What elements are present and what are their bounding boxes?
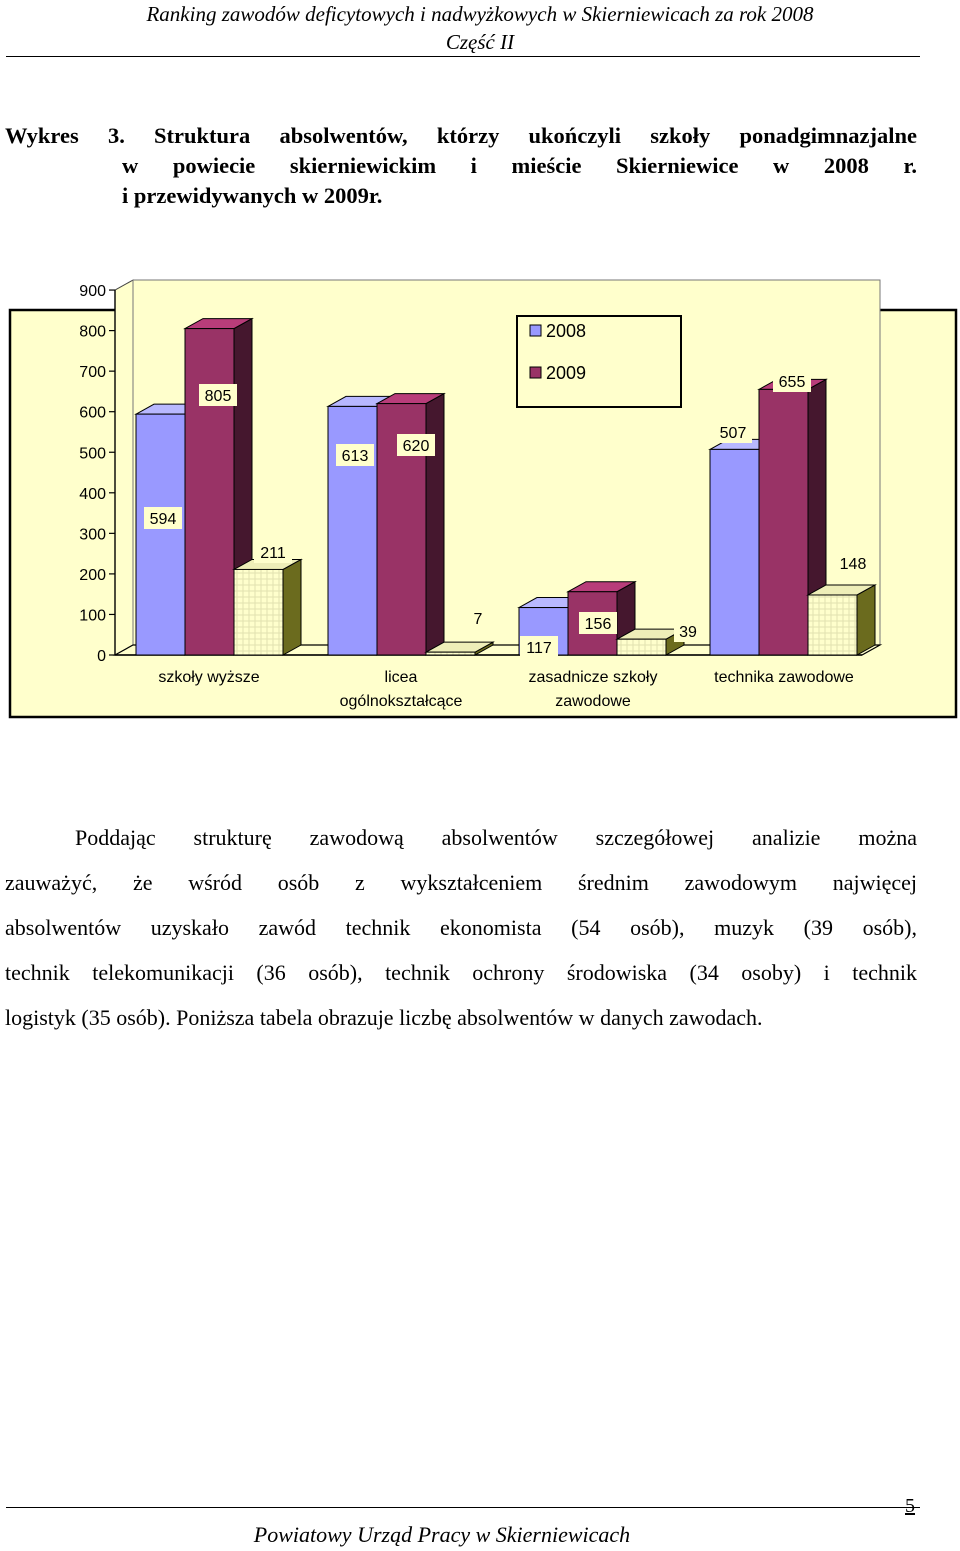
caption-line-3: i przewidywanych w 2009r. (122, 183, 383, 208)
bar (328, 406, 377, 655)
y-tick-label: 300 (79, 526, 106, 544)
category-label: ogólnokształcące (339, 693, 463, 710)
paragraph-line: Poddając strukturę zawodową absolwentów szczegółowej analizie można (75, 825, 917, 850)
data-label: 7 (473, 611, 483, 628)
data-label: 805 (204, 388, 232, 405)
data-label: 117 (526, 640, 552, 657)
document-header (0, 0, 960, 56)
bar-side (426, 394, 444, 655)
bar (234, 569, 283, 655)
chart-legend (517, 316, 681, 407)
category-label: szkoły wyższe (158, 669, 260, 686)
legend-swatch (530, 367, 541, 378)
paragraph-line: logistyk (35 osób). Poniższa tabela obrazuje liczbę absolwentów w danych zawodach. (5, 1005, 763, 1030)
legend-label: 2008 (546, 321, 587, 341)
data-label: 148 (839, 556, 867, 573)
y-tick-label: 600 (79, 404, 106, 422)
data-label: 39 (679, 624, 697, 641)
y-tick-label: 700 (79, 364, 106, 382)
category-label: licea (384, 669, 418, 686)
y-tick-label: 0 (97, 648, 106, 665)
bar (808, 595, 857, 655)
y-tick-label: 800 (79, 323, 106, 341)
bar-side (283, 559, 301, 655)
y-tick-label: 900 (79, 283, 106, 301)
y-tick-label: 500 (79, 445, 106, 463)
bar (710, 449, 759, 655)
bar (185, 329, 234, 655)
header-rule (6, 56, 920, 57)
body-paragraph (5, 815, 917, 1040)
category-label: zasadnicze szkoły (528, 669, 658, 686)
header-subtitle: Część II (445, 30, 515, 54)
data-label: 156 (584, 616, 612, 633)
y-tick-label: 400 (79, 485, 106, 503)
footer-rule (6, 1507, 920, 1508)
chart-caption (5, 121, 917, 211)
y-tick-label: 200 (79, 566, 106, 584)
paragraph-line: technik telekomunikacji (36 osób), technik ochrony środowiska (34 osoby) i technik (5, 960, 917, 985)
data-label: 613 (341, 448, 369, 465)
data-label: 655 (778, 374, 806, 391)
caption-line-2: w powiecie skierniewickim i mieście Skierniewice w 2008 r. (122, 153, 917, 178)
bar (759, 389, 808, 655)
bar (136, 414, 185, 655)
caption-line-1: Wykres 3. Struktura absolwentów, którzy ukończyli szkoły ponadgimnazjalne (5, 123, 917, 148)
category-label: zawodowe (555, 693, 631, 710)
header-title: Ranking zawodów deficytowych i nadwyżkowych w Skierniewicach za rok 2008 (146, 2, 814, 26)
bar-chart (0, 283, 960, 725)
paragraph-line: absolwentów uzyskało zawód technik ekonomista (54 osób), muzyk (39 osób), (5, 915, 917, 940)
page-number: 5 (905, 1495, 915, 1517)
data-label: 620 (402, 438, 430, 455)
paragraph-line: zauważyć, że wśród osób z wykształceniem średnim zawodowym najwięcej (5, 870, 917, 895)
bar-side (857, 585, 875, 655)
footer-text: Powiatowy Urząd Pracy w Skierniewicach (253, 1522, 631, 1547)
y-tick-label: 100 (79, 607, 106, 625)
bar (426, 652, 475, 655)
legend-swatch (530, 325, 541, 336)
data-label: 507 (719, 425, 747, 442)
chart-side-wall (115, 280, 133, 655)
data-label: 594 (149, 511, 177, 528)
bar (617, 639, 666, 655)
legend-label: 2009 (546, 363, 587, 383)
data-label: 211 (260, 545, 286, 562)
category-label: technika zawodowe (714, 669, 854, 686)
